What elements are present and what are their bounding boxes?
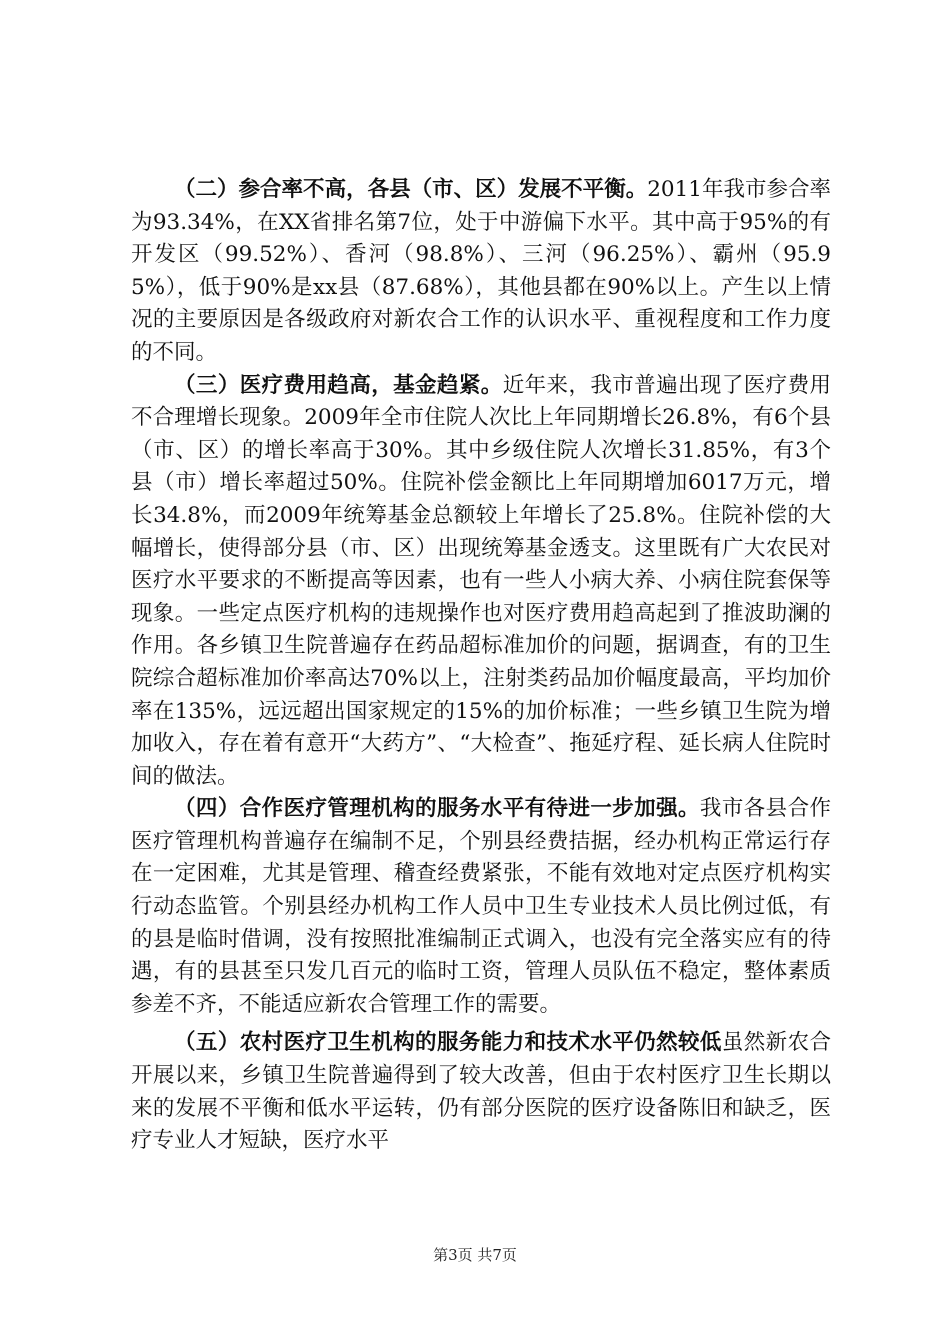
paragraph-heading: （四）合作医疗管理机构的服务水平有待进一步加强。: [174, 796, 700, 822]
paragraph-rural-institutions: [131, 1027, 831, 1157]
page-number-footer: 第3页 共7页: [433, 1246, 517, 1264]
paragraph-medical-costs: [131, 370, 831, 794]
paragraph-text: 2011年我市参合率为93.34%，在XX省排名第7位，处于中游偏下水平。其中高于95%的有开发区（99.52%）、香河（98.8%）、三河（96.25%）、霸州（95.95%），低于90%是xx县（87.68%），其他县都在90%以上。产生以上情况的主要原因是各级政府对新农合工作的认识水平、重视程度和工作力度的不同。: [131, 177, 831, 365]
paragraph-heading: （二）参合率不高，各县（市、区）发展不平衡。: [174, 177, 648, 202]
document-body: [131, 174, 831, 1158]
paragraph-management-agencies: [131, 793, 831, 1021]
paragraph-participation-rate: [131, 174, 831, 370]
paragraph-heading: （三）医疗费用趋高，基金趋紧。: [174, 372, 503, 398]
paragraph-text: 我市各县合作医疗管理机构普遍存在编制不足，个别县经费拮据，经办机构正常运行存在一定困难，尤其是管理、稽查经费紧张，不能有效地对定点医疗机构实行动态监管。个别县经办机构工作人员中卫生专业技术人员比例过低，有的县是临时借调，没有按照批准编制正式调入，也没有完全落实应有的待遇，有的县甚至只发几百元的临时工资，管理人员队伍不稳定，整体素质参差不齐，不能适应新农合管理工作的需要。: [131, 796, 831, 1017]
paragraph-heading: （五）农村医疗卫生机构的服务能力和技术水平仍然较低: [174, 1030, 722, 1056]
paragraph-text: 虽然新农合开展以来，乡镇卫生院普遍得到了较大改善，但由于农村医疗卫生长期以来的发展不平衡和低水平运转，仍有部分医院的医疗设备陈旧和缺乏，医疗专业人才短缺，医疗水平: [131, 1030, 831, 1154]
paragraph-text: 近年来，我市普遍出现了医疗费用不合理增长现象。2009年全市住院人次比上年同期增长26.8%，有6个县（市、区）的增长率高于30%。其中乡级住院人次增长31.85%，有3个县（市）增长率超过50%。住院补偿金额比上年同期增加6017万元，增长34.8%，而2009年统筹基金总额较上年增长了25.8%。住院补偿的大幅增长，使得部分县（市、区）出现统筹基金透支。这里既有广大农民对医疗水平要求的不断提高等因素，也有一些人小病大养、小病住院套保等现象。一些定点医疗机构的违规操作也对医疗费用趋高起到了推波助澜的作用。各乡镇卫生院普遍存在药品超标准加价的问题，据调查，有的卫生院综合超标准加价率高达70%以上，注射类药品加价幅度最高，平均加价率在135%，远远超出国家规定的15%的加价标准；一些乡镇卫生院为增加收入，存在着有意开“大药方”、“大检查”、拖延疗程、延长病人住院时间的做法。: [131, 372, 831, 789]
